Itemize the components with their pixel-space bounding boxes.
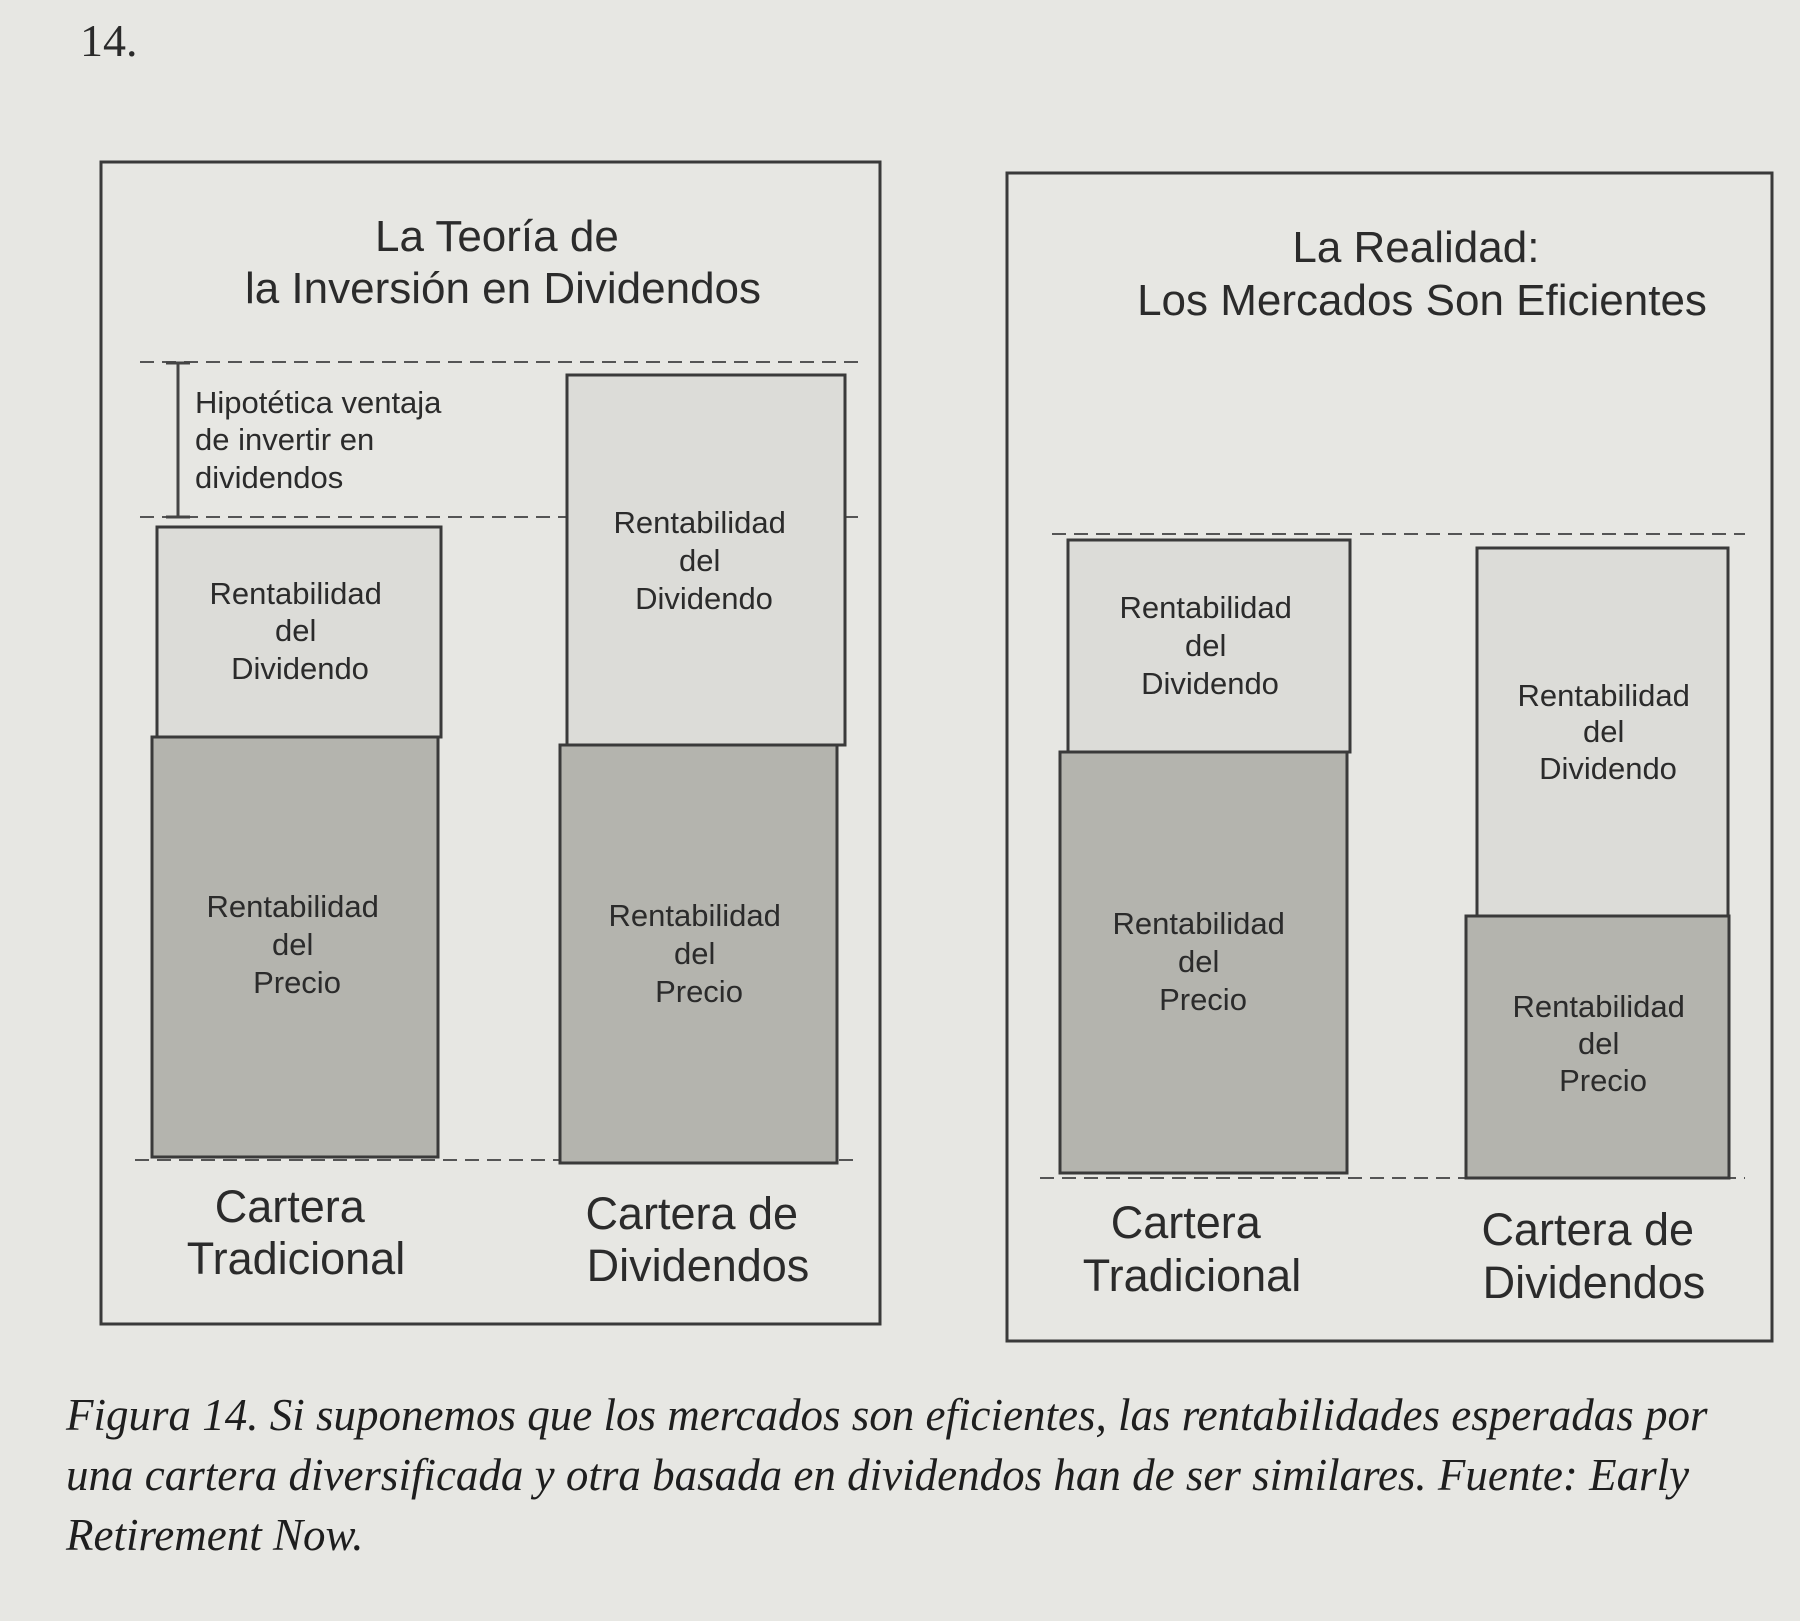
reality-dividend-bar — [1466, 548, 1729, 1178]
advantage-bracket — [166, 363, 190, 517]
theory-traditional-column-label: Cartera Tradicional — [186, 1181, 406, 1284]
dividend-yield-label: Rentabilidad del Dividendo — [1517, 678, 1690, 786]
reality-panel — [1007, 173, 1772, 1341]
reality-title: La Realidad: Los Mercados Son Eficientes — [1137, 223, 1707, 325]
dividend-yield-label: Rentabilidad del Dividendo — [209, 576, 382, 686]
price-return-label: Rentabilidad del Precio — [206, 889, 379, 1000]
dividend-yield-label: Rentabilidad del Dividendo — [1119, 590, 1292, 701]
theory-dividend-bar — [560, 375, 845, 1163]
theory-dividend-column-label: Cartera de Dividendos — [585, 1188, 810, 1291]
price-return-label: Rentabilidad del Precio — [608, 898, 781, 1009]
reality-traditional-bar — [1060, 540, 1350, 1173]
figure-caption: Figura 14. Si suponemos que los mercados son eficientes, las rentabilidades esperadas por una cartera diversificada y otra basada en dividendos han de ser similares. Fuente: Early Retirement Now. — [66, 1390, 1708, 1560]
price-return-label: Rentabilidad del Precio — [1112, 906, 1285, 1017]
price-return-label: Rentabilidad del Precio — [1512, 989, 1685, 1098]
advantage-note: Hipotética ventaja de invertir en dividendos — [195, 385, 442, 495]
reality-dividend-column-label: Cartera de Dividendos — [1481, 1204, 1706, 1308]
theory-title: La Teoría de la Inversión en Dividendos — [244, 212, 762, 313]
theory-panel — [101, 162, 880, 1324]
theory-traditional-bar — [152, 527, 441, 1157]
page-number: 14. — [80, 15, 138, 66]
reality-traditional-column-label: Cartera Tradicional — [1082, 1197, 1302, 1301]
dividend-yield-label: Rentabilidad del Dividendo — [613, 505, 786, 616]
